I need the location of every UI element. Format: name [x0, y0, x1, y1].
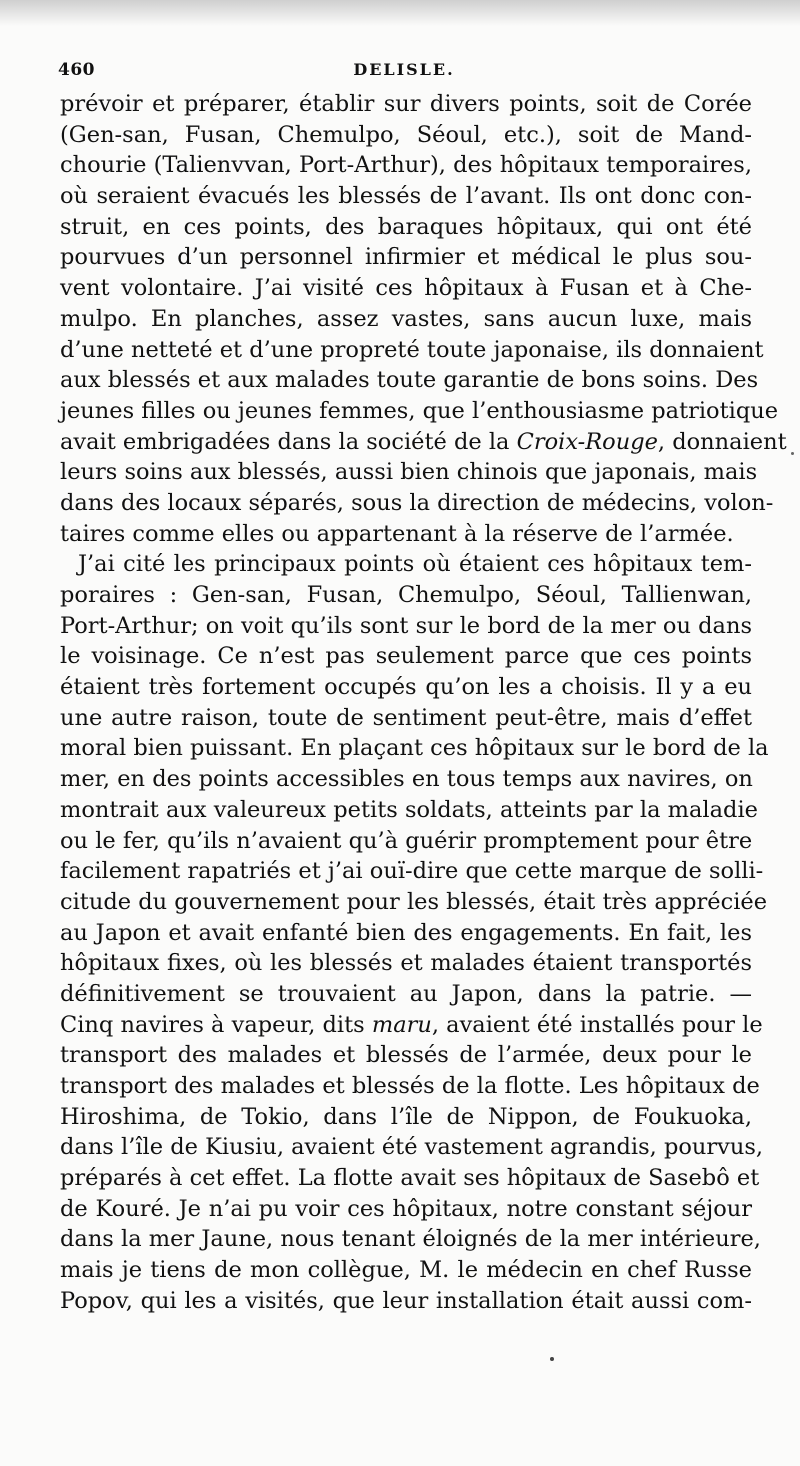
- text-line: taires comme elles ou appartenant à la réserve de l’armée.: [60, 520, 734, 547]
- text-line: leurs soins aux blessés, aussi bien chinois que japonais, mais: [60, 459, 758, 486]
- text-line: Hiroshima, de Tokio, dans l’île de Nippon, de Foukuoka,: [60, 1103, 752, 1130]
- text-line: moral bien puissant. En plaçant ces hôpitaux sur le bord de la: [60, 735, 769, 762]
- text-line: une autre raison, toute de sentiment peut-être, mais d’effet: [60, 704, 752, 731]
- text-line-segment: , donnaient: [657, 428, 787, 455]
- text-line: mer, en des points accessibles en tous temps aux navires, on: [60, 766, 753, 793]
- text-line: hôpitaux fixes, où les blessés et malades étaient transportés: [60, 950, 752, 977]
- text-line: définitivement se trouvaient au Japon, dans la patrie. —: [60, 980, 752, 1007]
- text-line: poraires : Gen-san, Fusan, Chemulpo, Séoul, Tallienwan,: [60, 582, 752, 608]
- text-line: préparés à cet effet. La flotte avait ses hôpitaux de Sasebô et: [60, 1165, 760, 1192]
- text-line: au Japon et avait enfanté bien des engagements. En fait, les: [60, 919, 752, 946]
- text-line: étaient très fortement occupés qu’on les a choisis. Il y a eu: [60, 674, 752, 701]
- italic-term: maru: [371, 1011, 432, 1038]
- text-line: ou le fer, qu’ils n’avaient qu’à guérir promptement pour être: [60, 827, 753, 854]
- text-line-segment: Cinq navires à vapeur, dits: [60, 1011, 372, 1038]
- text-line: aux blessés et aux malades toute garantie de bons soins. Des: [60, 367, 759, 394]
- text-line: d’une netteté et d’une propreté toute japonaise, ils donnaient: [60, 336, 764, 363]
- text-line: facilement rapatriés et j’ai ouï-dire que cette marque de solli-: [60, 858, 764, 885]
- text-line: mais je tiens de mon collègue, M. le médecin en chef Russe: [60, 1257, 752, 1284]
- text-line: pourvues d’un personnel infirmier et médical le plus sou-: [60, 244, 752, 271]
- text-line: où seraient évacués les blessés de l’avant. Ils ont donc con-: [60, 183, 752, 210]
- text-line: [60, 427, 787, 458]
- text-line: mulpo. En planches, assez vastes, sans aucun luxe, mais: [60, 305, 752, 332]
- text-line: dans la mer Jaune, nous tenant éloignés de la mer intérieure,: [60, 1226, 761, 1253]
- text-line: (Gen-san, Fusan, Chemulpo, Séoul, etc.), soit de Mand-: [60, 121, 752, 148]
- text-line: transport des malades et blessés de l’armée, deux pour le: [60, 1042, 752, 1069]
- italic-term: Croix-Rouge: [516, 428, 658, 455]
- text-line: transport des malades et blessés de la flotte. Les hôpitaux de: [60, 1073, 760, 1099]
- text-line: Port-Arthur; on voit qu’ils sont sur le bord de la mer ou dans: [60, 612, 752, 639]
- text-line-segment: , avaient été installés pour le: [431, 1011, 763, 1038]
- text-line: J’ai cité les principaux points où étaient ces hôpitaux tem-: [78, 551, 752, 578]
- page-top-shadow: [0, 0, 800, 26]
- text-line: montrait aux valeureux petits soldats, atteints par la maladie: [60, 796, 758, 823]
- text-line: chourie (Talienvvan, Port-Arthur), des hôpitaux temporaires,: [60, 152, 752, 179]
- text-line: [60, 1010, 763, 1041]
- text-line-segment: avait embrigadées dans la société de la: [60, 428, 517, 455]
- margin-speck: [791, 452, 794, 455]
- text-line: struit, en ces points, des baraques hôpitaux, qui ont été: [60, 213, 752, 240]
- bottom-speck: [550, 1357, 554, 1361]
- text-line: de Kouré. Je n’ai pu voir ces hôpitaux, notre constant séjour: [60, 1195, 752, 1222]
- running-head: DELISLE.: [353, 60, 455, 79]
- text-line: jeunes filles ou jeunes femmes, que l’enthousiasme patriotique: [60, 397, 779, 424]
- text-line: dans des locaux séparés, sous la direction de médecins, volon-: [60, 489, 774, 516]
- text-line: Popov, qui les a visités, que leur installation était aussi com-: [60, 1287, 752, 1314]
- text-line: le voisinage. Ce n’est pas seulement parce que ces points: [60, 643, 752, 670]
- page-number: 460: [58, 60, 95, 80]
- text-line: prévoir et préparer, établir sur divers points, soit de Corée: [60, 91, 752, 117]
- body-text: [60, 89, 787, 1317]
- text-line: vent volontaire. J’ai visité ces hôpitaux à Fusan et à Che-: [60, 275, 752, 302]
- page-header: [58, 60, 750, 84]
- text-line: dans l’île de Kiusiu, avaient été vastement agrandis, pourvus,: [60, 1134, 764, 1161]
- text-line: citude du gouvernement pour les blessés, était très appréciée: [60, 888, 768, 915]
